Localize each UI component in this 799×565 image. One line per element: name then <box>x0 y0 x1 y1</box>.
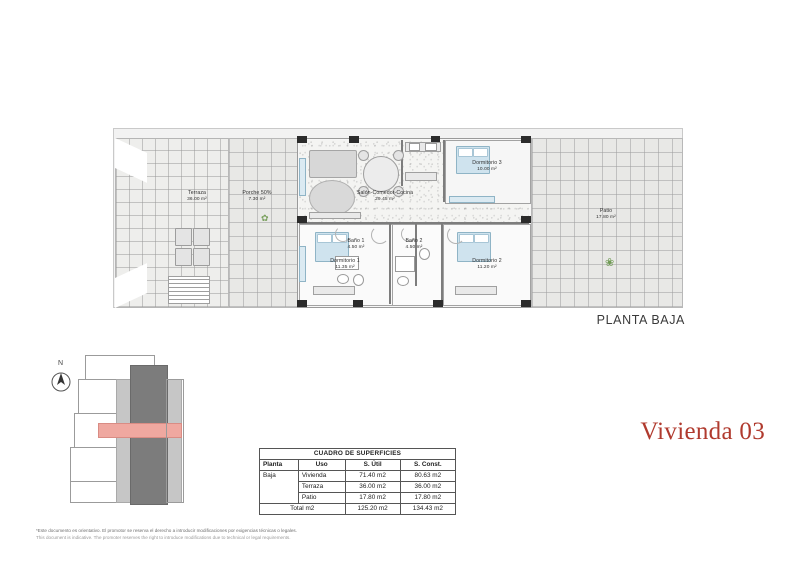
room-label-porche <box>221 190 293 203</box>
room-area: 17.80 m² <box>596 215 616 221</box>
column-2 <box>349 136 359 143</box>
slider-living-west <box>299 158 306 196</box>
key-plan <box>40 355 240 515</box>
column-5 <box>297 216 307 223</box>
table-header-planta: Planta <box>260 460 299 471</box>
column-4 <box>521 136 531 143</box>
table-row <box>260 493 456 504</box>
porche-area <box>228 138 299 308</box>
room-label-bano2 <box>385 238 443 251</box>
table-caption: CUADRO DE SUPERFICIES <box>260 449 456 460</box>
wall-vertical-dorm2 <box>441 224 443 304</box>
table-header-uso: Uso <box>298 460 345 471</box>
table-row <box>260 471 456 482</box>
dorm1-wardrobe <box>313 286 355 295</box>
room-name: Dormitorio 2 <box>472 258 502 264</box>
room-name: Baño 2 <box>405 238 423 244</box>
terrace-chair-3 <box>175 248 192 266</box>
room-label-dorm2 <box>447 258 527 271</box>
tv-unit <box>309 212 361 219</box>
kitchen-sink <box>409 143 420 151</box>
kitchen-hob <box>425 143 437 151</box>
table-cell-util: 71.40 m2 <box>345 471 400 482</box>
plan-title: PLANTA BAJA <box>596 313 685 327</box>
table-cell-planta: Baja <box>260 471 299 482</box>
dorm3-window <box>449 196 495 203</box>
surface-table <box>259 448 456 515</box>
wall-horizontal-mid <box>299 222 529 224</box>
disclaimer-line-es: *Este documento es orientativo. El promotor se reserva el derecho a introducir modificaciones por exigencias técnicas o legales. <box>36 528 297 533</box>
north-label: N <box>58 360 64 367</box>
room-area: 10.00 m² <box>477 167 497 173</box>
terrace-chair-2 <box>193 228 210 246</box>
table-total-label: Total m2 <box>260 504 346 515</box>
room-label-dorm1 <box>305 258 385 271</box>
plant-icon-patio: ❀ <box>605 257 615 269</box>
table-cell-const: 80.63 m2 <box>400 471 455 482</box>
page-title: Vivienda 03 <box>640 418 765 445</box>
table-cell-planta-blank-2 <box>260 493 299 504</box>
dorm2-wardrobe <box>455 286 497 295</box>
room-area: 29.45 m² <box>375 197 395 203</box>
column-6 <box>521 216 531 223</box>
table-cell-util: 17.80 m2 <box>345 493 400 504</box>
table-total-const: 134.43 m2 <box>400 504 455 515</box>
room-name: Patio <box>599 208 613 214</box>
column-1 <box>297 136 307 143</box>
wall-vertical-dorm3 <box>443 140 445 202</box>
bath1-wc <box>353 274 364 286</box>
room-label-bano1 <box>327 238 385 251</box>
room-name: Dormitorio 1 <box>330 258 360 264</box>
room-area: 11.35 m² <box>335 265 355 271</box>
terrace-chair-1 <box>175 228 192 246</box>
plant-icon-porch: ✿ <box>261 213 269 223</box>
table-caption-row <box>260 449 456 460</box>
floor-plan <box>113 128 683 308</box>
column-9 <box>433 300 443 307</box>
bath2-shower <box>395 256 415 272</box>
table-header-sconst: S. Const. <box>400 460 455 471</box>
pillow-dorm3-b <box>473 148 488 157</box>
room-area: 4.50 m² <box>347 245 365 251</box>
dining-chair-2 <box>393 150 404 161</box>
wall-vertical-dorm1 <box>389 224 391 304</box>
table-cell-planta-blank <box>260 482 299 493</box>
keyplan-outline-bottom <box>70 481 122 503</box>
kitchen-island <box>405 172 437 181</box>
dining-chair-1 <box>358 150 369 161</box>
column-10 <box>521 300 531 307</box>
table-cell-uso: Vivienda <box>298 471 345 482</box>
bath1-sink <box>337 274 349 284</box>
room-label-dorm3 <box>447 160 527 173</box>
table-cell-const: 36.00 m2 <box>400 482 455 493</box>
room-label-salon <box>335 190 435 203</box>
disclaimer-line-en: This document is indicative. The promoter reserves the right to introduce modifications due to technical or legal requirements. <box>36 534 291 540</box>
sofa <box>309 150 357 178</box>
table-cell-util: 36.00 m2 <box>345 482 400 493</box>
table-row <box>260 482 456 493</box>
table-header-row <box>260 460 456 471</box>
room-name: Dormitorio 3 <box>472 160 502 166</box>
room-name: Baño 1 <box>347 238 365 244</box>
table-cell-uso: Patio <box>298 493 345 504</box>
wall-kitchen-partition <box>401 140 403 186</box>
table-header-sutil: S. Útil <box>345 460 400 471</box>
room-area: 36.00 m² <box>187 197 207 203</box>
patio-area <box>531 138 683 308</box>
pillow-dorm2-b <box>474 234 489 243</box>
column-7 <box>297 300 307 307</box>
room-area: 4.50 m² <box>405 245 423 251</box>
pillow-dorm3-a <box>458 148 473 157</box>
keyplan-outline-right <box>166 379 184 503</box>
terrace-stairs <box>168 276 210 304</box>
table-total-util: 125.20 m2 <box>345 504 400 515</box>
table-total-row <box>260 504 456 515</box>
room-name: Salón-Comedor-Cocina <box>356 190 414 196</box>
room-area: 11.20 m² <box>477 265 497 271</box>
keyplan-outline-left-1 <box>78 379 118 415</box>
bath2-sink <box>397 276 409 286</box>
table-cell-uso: Terraza <box>298 482 345 493</box>
disclaimer <box>36 528 456 542</box>
room-name: Porche 50% <box>242 190 272 196</box>
column-8 <box>353 300 363 307</box>
dining-table <box>363 156 399 192</box>
room-label-patio <box>571 208 641 221</box>
keyplan-outline-left-3 <box>70 447 118 483</box>
room-name: Terraza <box>188 190 206 196</box>
table-cell-const: 17.80 m2 <box>400 493 455 504</box>
door-arc-dorm2 <box>447 226 465 244</box>
room-area: 7.30 m² <box>248 197 266 203</box>
terrace-chair-4 <box>193 248 210 266</box>
